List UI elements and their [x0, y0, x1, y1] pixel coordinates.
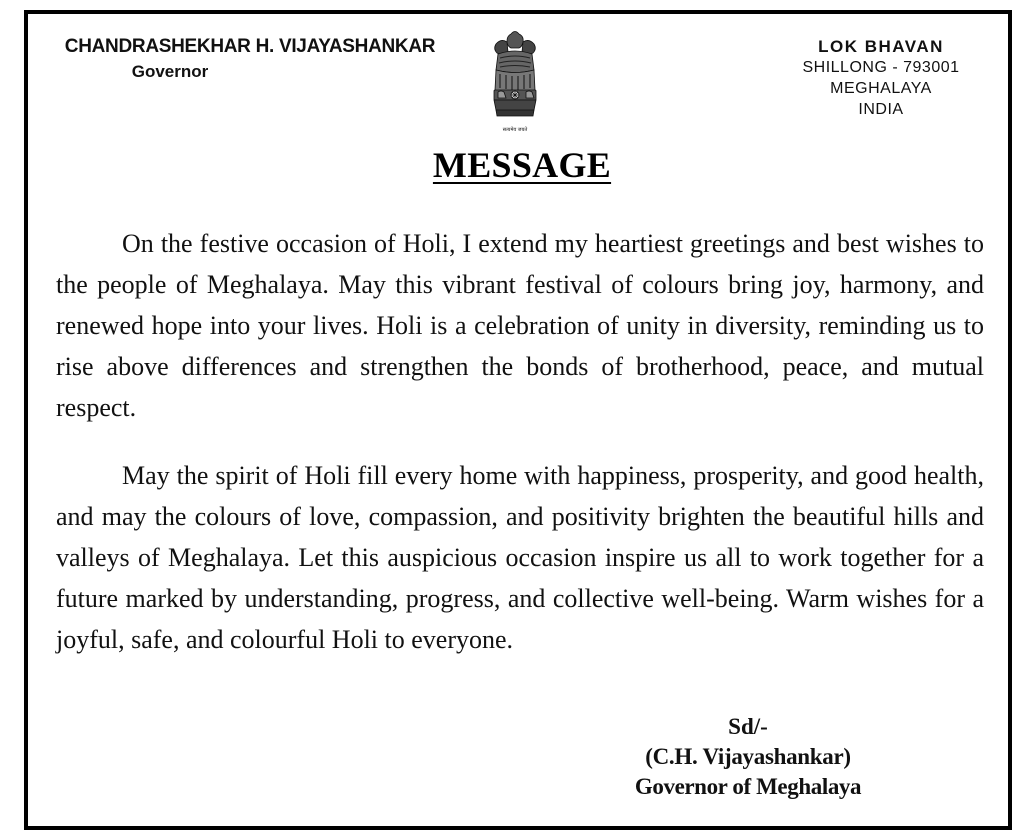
address-block [766, 36, 996, 120]
address-line-1: LOK BHAVAN [818, 37, 944, 56]
signatory-name: (C.H. Vijayashankar) [645, 744, 851, 769]
sender-block [40, 36, 460, 82]
address-line-3: MEGHALAYA [830, 80, 932, 97]
message-paragraph-2: May the spirit of Holi fill every home with happiness, prosperity, and good health, and may the colours of love, compassion, and positivity brighten the beautiful hills and valleys of Meghalaya. Let this auspicious occasion inspire us all to work together for a future marked by understanding, progress, and collective well-being. Warm wishes for a joyful, safe, and colourful Holi to everyone. [56, 461, 984, 654]
signatory-title: Governor of Meghalaya [634, 774, 862, 799]
message-body [56, 223, 984, 660]
sender-role: Governor [131, 62, 209, 81]
signature-sd: Sd/- [728, 714, 768, 739]
emblem-motto: सत्यमेव जयते [502, 127, 528, 133]
address-line-4: INDIA [858, 101, 904, 118]
message-title: MESSAGE [432, 145, 612, 185]
address-line-2: SHILLONG - 793001 [802, 59, 960, 76]
message-paragraph-1: On the festive occasion of Holi, I extend my heartiest greetings and best wishes to the people of Meghalaya. May this vibrant festival of colours bring joy, harmony, and renewed hope into your lives. Holi is a celebration of unity in diversity, reminding us to rise above differences and strengthen the bonds of brotherhood, peace, and mutual respect. [56, 229, 984, 422]
signature-block [588, 712, 908, 802]
state-emblem-icon [486, 28, 544, 136]
sender-name: CHANDRASHEKHAR H. VIJAYASHANKAR [64, 36, 436, 57]
